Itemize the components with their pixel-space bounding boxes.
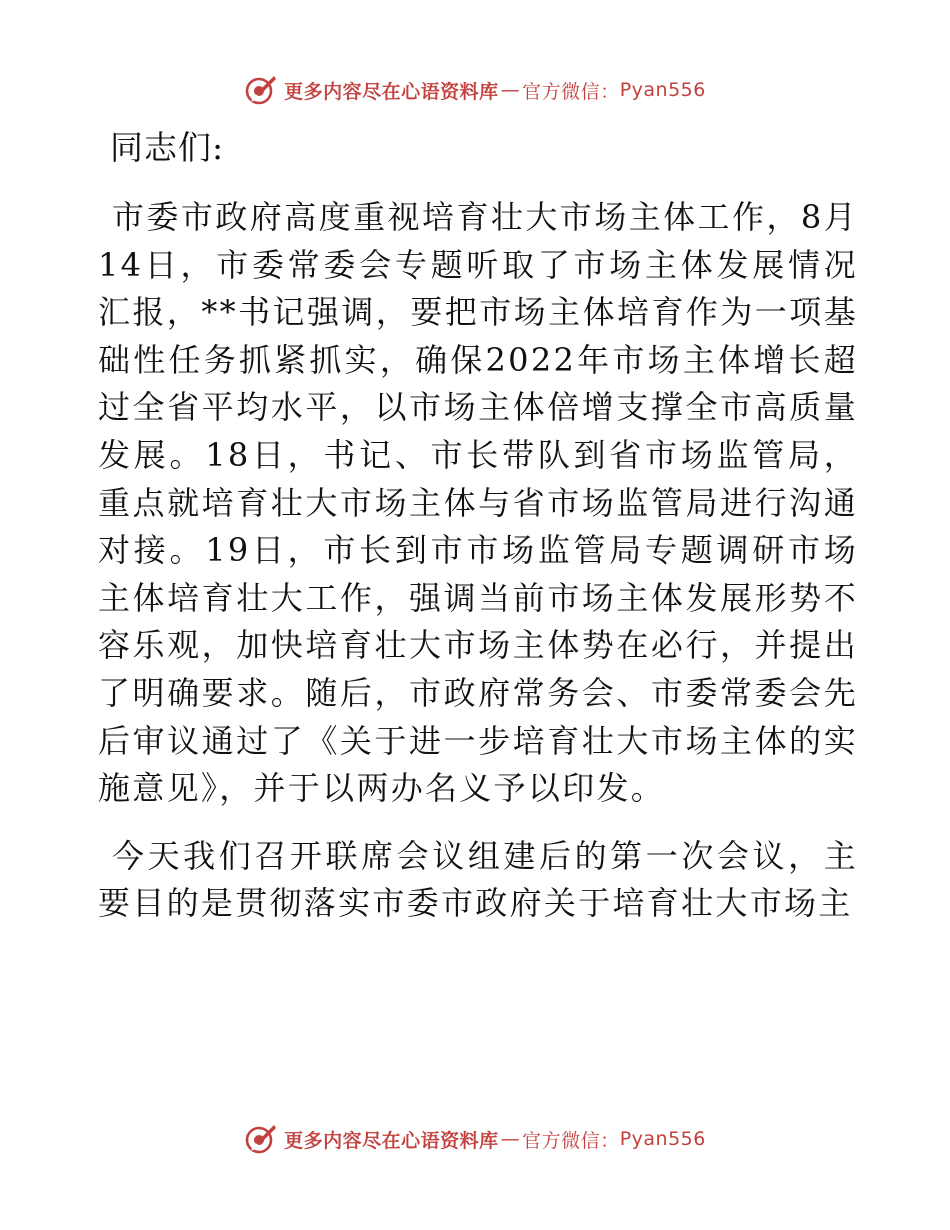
quill-logo-icon	[244, 1122, 278, 1156]
banner-dash: —	[500, 1128, 521, 1150]
banner-contact-id: Pyan556	[619, 1128, 706, 1150]
banner-contact-id: Pyan556	[619, 79, 706, 101]
banner-contact-label: 官方微信：	[522, 1129, 620, 1152]
quill-logo-icon	[244, 73, 278, 107]
paragraph-2: 今天我们召开联席会议组建后的第一次会议，主要目的是贯彻落实市委市政府关于培育壮大市场主	[98, 836, 858, 923]
document-body	[98, 120, 858, 948]
banner-contact-label: 官方微信：	[522, 80, 620, 103]
salutation: 同志们:	[110, 128, 225, 167]
footer-watermark-banner	[0, 1119, 950, 1159]
banner-dash: —	[500, 79, 521, 101]
paragraph-1: 市委市政府高度重视培育壮大市场主体工作，8月14日，市委常委会专题听取了市场主体发展情况汇报，**书记强调，要把市场主体培育作为一项基础性任务抓紧抓实，确保2022年市场主体增长超过全省平均水平，以市场主体倍增支撑全市高质量发展。18日，书记、市长带队到省市场监管局，重点就培育壮大市场主体与省市场监管局进行沟通对接。19日，市长到市市场监管局专题调研市场主体培育壮大工作，强调当前市场主体发展形势不容乐观，加快培育壮大市场主体势在必行，并提出了明确要求。随后，市政府常务会、市委常委会先后审议通过了《关于进一步培育壮大市场主体的实施意见》，并于以两办名义予以印发。	[98, 198, 858, 808]
header-watermark-banner	[0, 70, 950, 110]
banner-site-text: 更多内容尽在心语资料库	[284, 80, 499, 103]
banner-site-text: 更多内容尽在心语资料库	[284, 1129, 499, 1152]
